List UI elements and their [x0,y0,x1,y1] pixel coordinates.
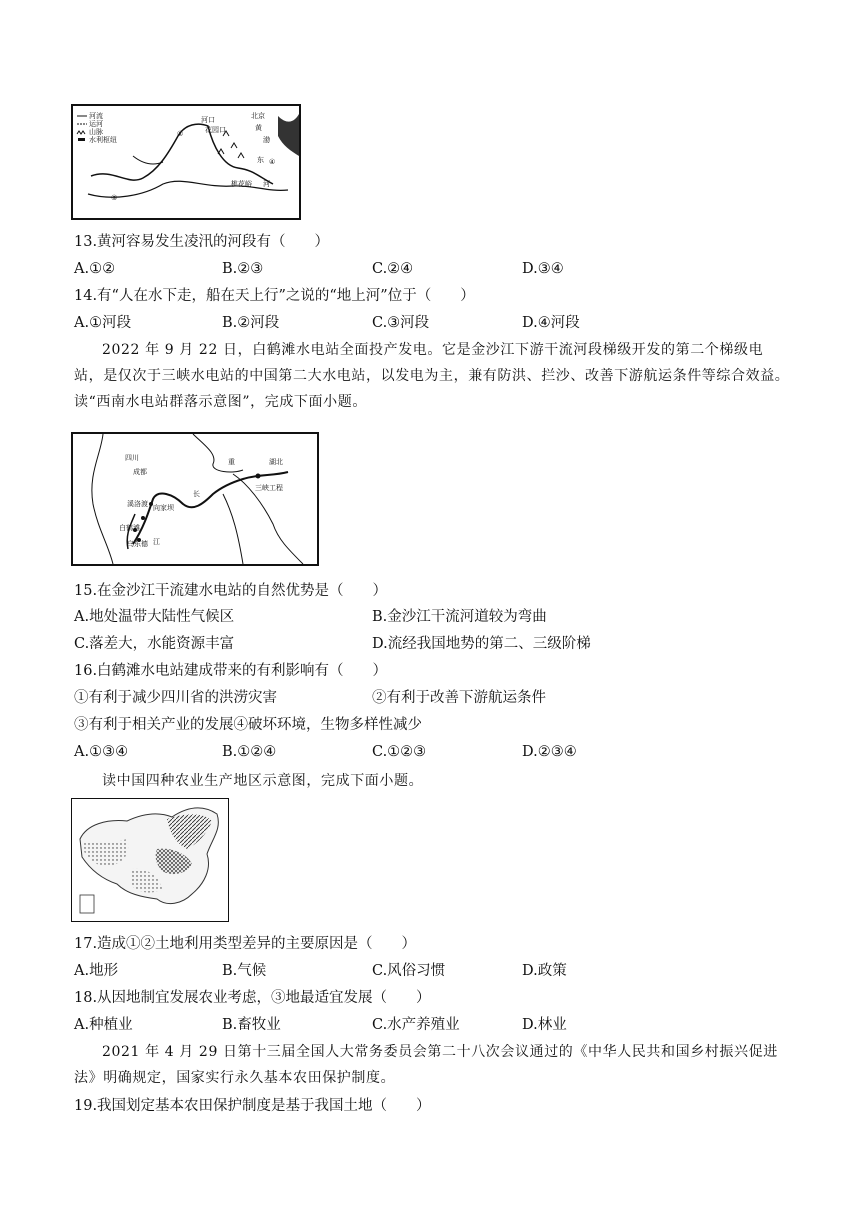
q13-option-b: B.②③ [222,261,264,277]
label-wudongde: 乌东德 [127,540,148,548]
q16-option-c: C.①②③ [372,744,427,760]
label-xiluodu: 溪洛渡 [127,500,148,508]
q14-option-a: A.①河段 [74,315,132,331]
q13-stem: 13.黄河容易发生凌汛的河段有（ ） [74,234,330,250]
label-beijing: 北京 [251,112,265,120]
q15-option-a: A.地处温带大陆性气候区 [74,609,235,625]
label-huang: 黄 [255,124,262,132]
legend-river: 河流 [89,112,103,120]
q13-option-d: D.③④ [522,261,564,277]
label-he: 河 [263,180,270,188]
q14-option-c: C.③河段 [372,315,430,331]
q15-stem: 15.在金沙江干流建水电站的自然优势是（ ） [74,583,388,599]
q14-stem: 14.有“人在水下走，船在天上行”之说的“地上河”位于（ ） [74,288,475,304]
label-chengdu: 成都 [133,468,147,476]
china-agriculture-map [71,798,229,922]
passage-rural-law: 2021 年 4 月 29 日第十三届全国人大常务委员会第二十八次会议通过的《中华人民共和国乡村振兴促进法》明确规定，国家实行永久基本农田保护制度。 [74,1044,778,1086]
q16-item-2: ②有利于改善下游航运条件 [372,690,546,706]
q14-option-b: B.②河段 [222,315,280,331]
q18-option-b: B.畜牧业 [222,1017,281,1033]
label-huayuankou: 花园口 [205,126,226,134]
label-xiangjiaba: 向家坝 [153,504,174,512]
marker-4: ④ [269,158,276,166]
label-baihetan: 白鹤滩 [119,524,140,532]
q16-option-a: A.①③④ [74,744,129,760]
q18-option-a: A.种植业 [74,1017,133,1033]
q14-option-d: D.④河段 [522,315,580,331]
q17-option-d: D.政策 [522,963,567,979]
label-jiang: 江 [153,538,160,546]
q15-option-b: B.金沙江干流河道较为弯曲 [372,609,547,625]
label-sanxia: 三峡工程 [255,484,283,492]
passage-baihetan: 2022 年 9 月 22 日，白鹤滩水电站全面投产发电。它是金沙江下游干流河段梯级开发的第二个梯级电站，是仅次于三峡水电站的中国第二大水电站，以发电为主，兼有防洪、拦沙、改善下游航运条件等综合效益。读“西南水电站群落示意图”，完成下面小题。 [74,342,790,410]
legend-hydro: 水利枢纽 [89,136,117,144]
q17-option-a: A.地形 [74,963,119,979]
q15-option-d: D.流经我国地势的第二、三级阶梯 [372,636,591,652]
q17-stem: 17.造成①②土地利用类型差异的主要原因是（ ） [74,936,417,952]
label-chang: 长 [193,490,200,498]
label-hekou: 河口 [201,116,215,124]
q17-option-c: C.风俗习惯 [372,963,446,979]
q18-option-d: D.林业 [522,1017,567,1033]
q19-stem: 19.我国划定基本农田保护制度是基于我国土地（ ） [74,1098,431,1114]
label-sichuan: 四川 [125,454,139,462]
q15-option-c: C.落差大，水能资源丰富 [74,636,235,652]
marker-2: ② [177,130,184,138]
q16-option-b: B.①②④ [222,744,277,760]
q16-item-3-4: ③有利于相关产业的发展④破坏环境，生物多样性减少 [74,717,422,733]
q16-stem: 16.白鹤滩水电站建成带来的有利影响有（ ） [74,663,388,679]
marker-3: ③ [111,194,118,202]
southwest-hydropower-map [71,432,319,566]
legend-canal: 运河 [89,120,103,128]
yellow-river-map [71,104,301,220]
label-chong: 重 [228,458,235,466]
label-bo: 渤 [263,136,270,144]
map-legend [77,111,117,144]
q13-option-c: C.②④ [372,261,414,277]
q18-stem: 18.从因地制宜发展农业考虑，③地最适宜发展（ ） [74,990,431,1006]
label-taohuayu: 桃花峪 [231,180,252,188]
q16-item-1: ①有利于减少四川省的洪涝灾害 [74,690,277,706]
q13-option-a: A.①② [74,261,116,277]
q16-option-d: D.②③④ [522,744,577,760]
label-dong: 东 [257,156,264,164]
q17-option-b: B.气候 [222,963,267,979]
label-hubei: 湖北 [269,458,283,466]
intro-agriculture: 读中国四种农业生产地区示意图，完成下面小题。 [102,773,424,789]
q18-option-c: C.水产养殖业 [372,1017,460,1033]
legend-mountain: 山脉 [89,128,103,136]
